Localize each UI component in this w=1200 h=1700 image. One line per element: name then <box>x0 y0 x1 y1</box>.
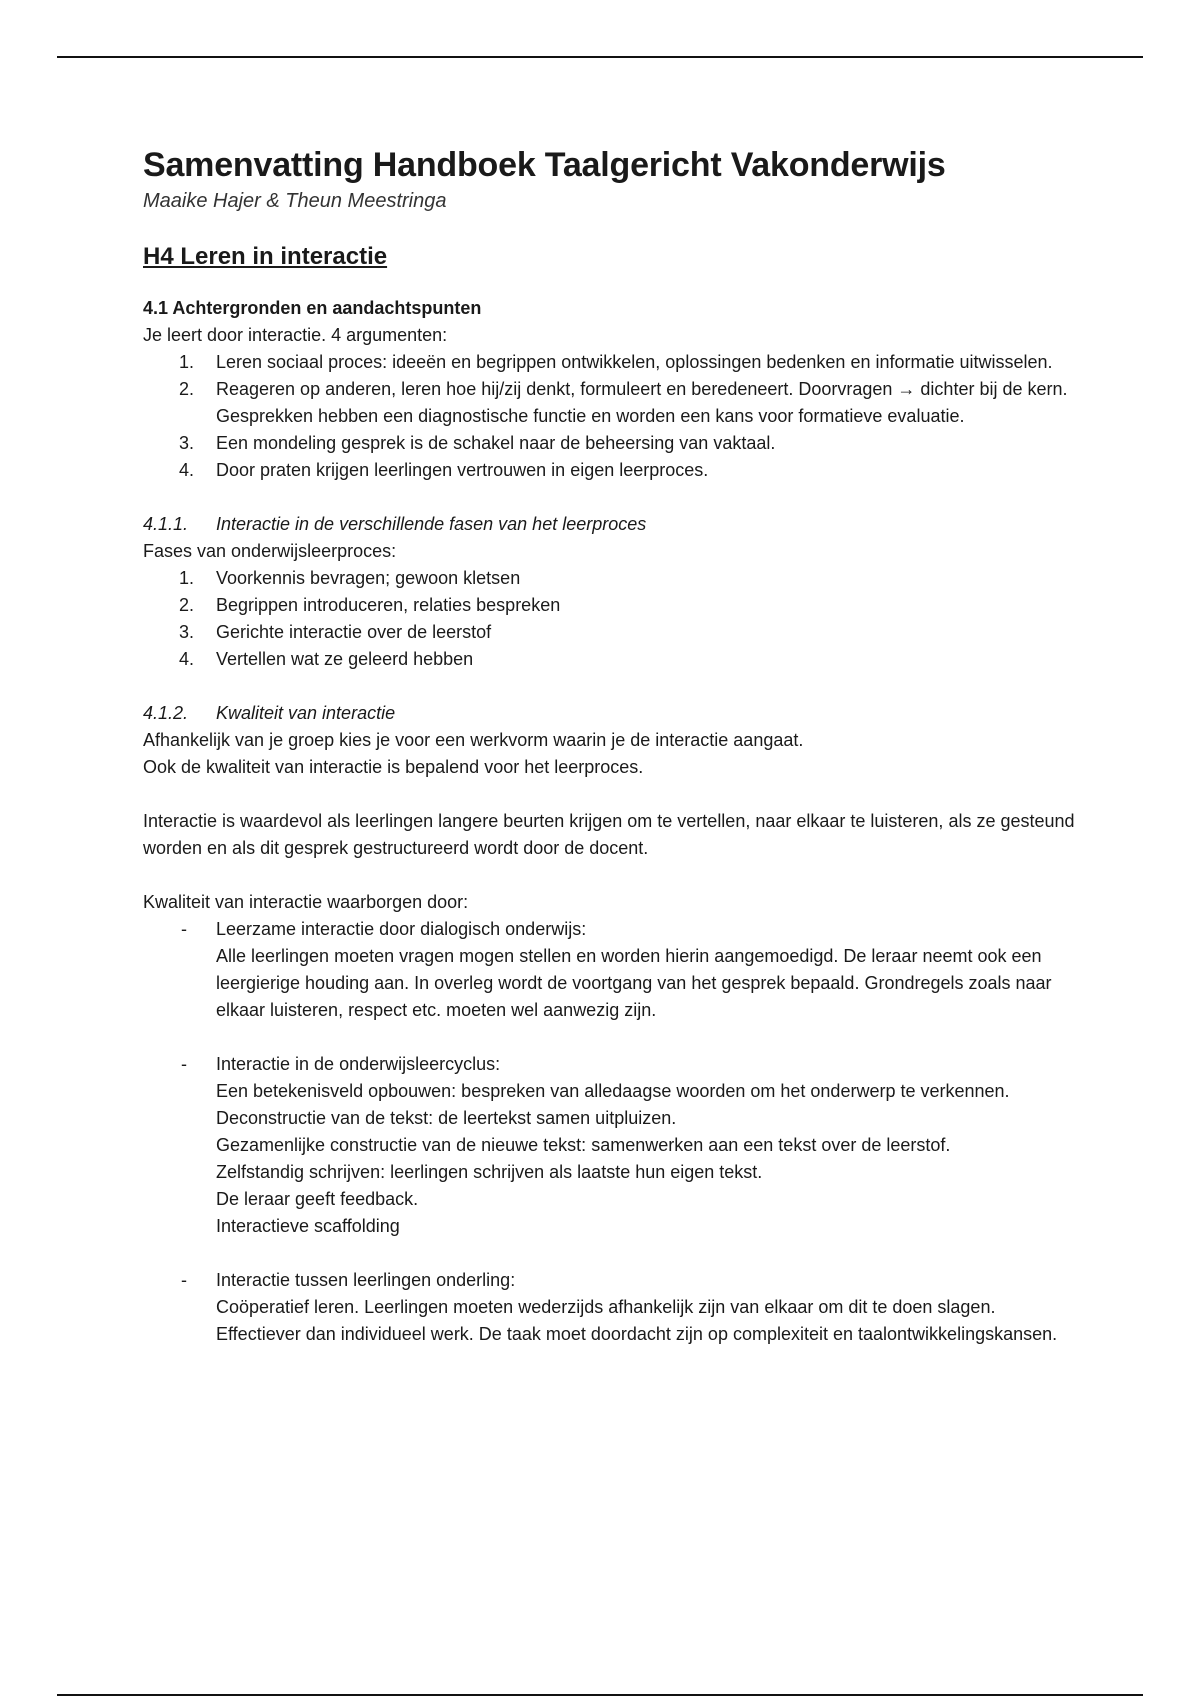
paragraph: Afhankelijk van je groep kies je voor een werkvorm waarin je de interactie aangaat. <box>143 730 804 750</box>
list-item <box>143 349 1083 376</box>
paragraph: Interactie is waardevol als leerlingen langere beurten krijgen om te vertellen, naar elkaar te luisteren, als ze gesteund worden en als dit gesprek gestructureerd wordt door de docent. <box>143 811 1075 858</box>
paragraph: Ook de kwaliteit van interactie is bepalend voor het leerproces. <box>143 757 644 777</box>
bullet-item-onderling <box>143 1267 1083 1348</box>
bullet-line: Coöperatief leren. Leerlingen moeten wederzijds afhankelijk zijn van elkaar om dit te doen slagen. Effectiever dan individueel werk. De taak moet doordacht zijn op complexiteit en taalontwikkelingskansen. <box>216 1297 1058 1344</box>
list-item-text: Vertellen wat ze geleerd hebben <box>216 649 474 669</box>
subsection-number: 4.1.2. <box>143 703 189 723</box>
document-page <box>143 143 1083 1348</box>
subsection-heading-4-1-2 <box>143 700 1083 727</box>
spacer <box>143 1240 1083 1267</box>
phases-list <box>143 565 1083 673</box>
quality-bullet-list <box>143 1051 1083 1240</box>
list-item <box>143 565 1083 592</box>
list-number: 2. <box>179 379 195 399</box>
bullet-title: Interactie in de onderwijsleercyclus: <box>216 1054 501 1074</box>
bullet-line: Interactieve scaffolding <box>216 1216 400 1236</box>
list-item <box>143 646 1083 673</box>
bullet-line: Een betekenisveld opbouwen: bespreken van alledaagse woorden om het onderwerp te verkennen. <box>216 1081 1010 1101</box>
dash-bullet: - <box>181 1270 187 1290</box>
subsection-title: Kwaliteit van interactie <box>216 703 396 723</box>
bullet-item-leercyclus <box>143 1051 1083 1240</box>
list-item <box>143 457 1083 484</box>
list-item-text: Voorkennis bevragen; gewoon kletsen <box>216 568 521 588</box>
list-number: 3. <box>179 622 195 642</box>
top-rule <box>57 56 1143 58</box>
paragraph: Kwaliteit van interactie waarborgen door: <box>143 892 469 912</box>
dash-bullet: - <box>181 919 187 939</box>
spacer <box>143 484 1083 511</box>
list-item <box>143 619 1083 646</box>
list-item <box>143 376 1083 430</box>
list-item-text: Reageren op anderen, leren hoe hij/zij denkt, formuleert en beredeneert. Doorvragen → dichter bij de kern. Gesprekken hebben een diagnostische functie en worden een kans voor formatieve evaluatie. <box>216 379 1068 426</box>
list-number: 1. <box>179 352 195 372</box>
bullet-item-dialogisch <box>143 916 1083 1024</box>
dash-bullet: - <box>181 1054 187 1074</box>
list-item-text: Begrippen introduceren, relaties bespreken <box>216 595 561 615</box>
bullet-line: Alle leerlingen moeten vragen mogen stellen en worden hierin aangemoedigd. De leraar neemt ook een leergierige houding aan. In overleg wordt de voortgang van het gesprek bepaald. Grondregels zoals naar elkaar luisteren, respect etc. moeten wel aanwezig zijn. <box>216 946 1052 1020</box>
bullet-line: Zelfstandig schrijven: leerlingen schrijven als laatste hun eigen tekst. <box>216 1162 763 1182</box>
list-number: 4. <box>179 649 195 669</box>
list-item-text: Door praten krijgen leerlingen vertrouwen in eigen leerproces. <box>216 460 709 480</box>
chapter-heading: H4 Leren in interactie <box>143 243 388 270</box>
subsection-number: 4.1.1. <box>143 514 189 534</box>
spacer <box>143 1024 1083 1051</box>
list-item-text: Leren sociaal proces: ideeën en begrippen ontwikkelen, oplossingen bedenken en informatie uitwisselen. <box>216 352 1053 372</box>
bullet-line: Gezamenlijke constructie van de nieuwe tekst: samenwerken aan een tekst over de leerstof. <box>216 1135 951 1155</box>
list-number: 3. <box>179 433 195 453</box>
section-heading-4-1: 4.1 Achtergronden en aandachtspunten <box>143 298 482 318</box>
arguments-list <box>143 349 1083 484</box>
list-item <box>143 592 1083 619</box>
list-number: 1. <box>179 568 195 588</box>
subsection-intro: Fases van onderwijsleerproces: <box>143 541 397 561</box>
bottom-rule <box>57 1694 1143 1696</box>
spacer <box>143 862 1083 889</box>
list-item-text: Gerichte interactie over de leerstof <box>216 622 492 642</box>
spacer <box>143 673 1083 700</box>
subsection-title: Interactie in de verschillende fasen van het leerproces <box>216 514 647 534</box>
list-number: 4. <box>179 460 195 480</box>
bullet-line: Deconstructie van de tekst: de leertekst samen uitpluizen. <box>216 1108 677 1128</box>
quality-bullet-list <box>143 1267 1083 1348</box>
bullet-title: Interactie tussen leerlingen onderling: <box>216 1270 516 1290</box>
bullet-line: De leraar geeft feedback. <box>216 1189 419 1209</box>
spacer <box>143 781 1083 808</box>
bullet-title: Leerzame interactie door dialogisch onderwijs: <box>216 919 587 939</box>
subsection-heading-4-1-1 <box>143 511 1083 538</box>
quality-bullet-list <box>143 916 1083 1024</box>
list-number: 2. <box>179 595 195 615</box>
document-title: Samenvatting Handboek Taalgericht Vakonderwijs <box>143 146 946 184</box>
list-item <box>143 430 1083 457</box>
section-intro: Je leert door interactie. 4 argumenten: <box>143 325 448 345</box>
document-authors: Maaike Hajer & Theun Meestringa <box>143 190 447 212</box>
list-item-text: Een mondeling gesprek is de schakel naar de beheersing van vaktaal. <box>216 433 776 453</box>
